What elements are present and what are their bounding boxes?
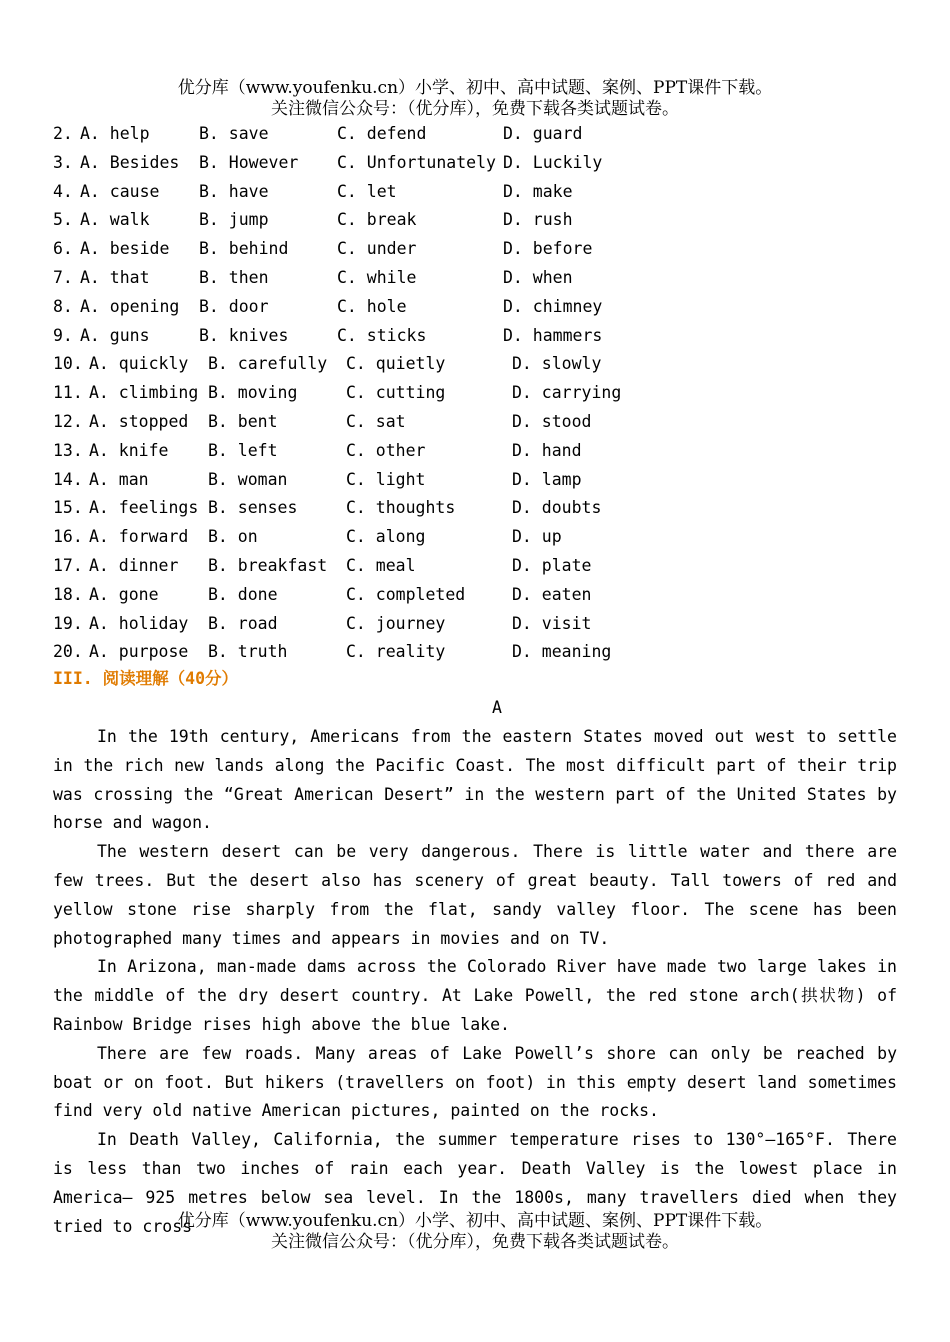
option-a: A. dinner: [89, 555, 179, 575]
option-d: D. carrying: [512, 383, 622, 403]
option-c: C. sticks: [337, 325, 427, 345]
option-d: D. doubts: [512, 498, 602, 518]
question-row: [53, 264, 913, 293]
option-b: B. on: [208, 527, 258, 547]
option-a: A. knife: [89, 440, 169, 460]
option-d: D. stood: [512, 411, 592, 431]
option-b: B. moving: [208, 383, 298, 403]
question-number: 11.: [53, 383, 83, 403]
question-row: [53, 350, 913, 379]
option-a: A. that: [80, 267, 150, 287]
question-number: 20.: [53, 642, 83, 662]
option-b: B. left: [208, 440, 278, 460]
option-b: B. road: [208, 613, 278, 633]
option-b: B. truth: [208, 642, 288, 662]
option-d: D. Luckily: [503, 152, 603, 172]
passage: [53, 723, 897, 1241]
option-a: A. Besides: [80, 152, 180, 172]
option-a: A. cause: [80, 181, 160, 201]
option-b: B. jump: [199, 210, 269, 230]
option-b: B. carefully: [208, 354, 328, 374]
option-c: C. meal: [346, 555, 416, 575]
option-c: C. cutting: [346, 383, 446, 403]
option-b: B. behind: [199, 239, 289, 259]
question-row: [53, 120, 913, 149]
question-row: [53, 494, 913, 523]
option-c: C. along: [346, 527, 426, 547]
option-a: A. purpose: [89, 642, 189, 662]
question-number: 3.: [53, 152, 73, 172]
option-b: B. done: [208, 584, 278, 604]
option-d: D. visit: [512, 613, 592, 633]
question-number: 2.: [53, 124, 73, 143]
question-row: [53, 408, 913, 437]
question-row: [53, 581, 913, 610]
footer-line-1: 优分库（www.youfenku.cn）小学、初中、高中试题、案例、PPT课件下载。: [177, 1211, 773, 1231]
section-heading: III. 阅读理解（40分）: [53, 669, 239, 688]
question-row: [53, 466, 913, 495]
option-a: A. man: [89, 469, 149, 489]
option-a: A. opening: [80, 296, 180, 316]
option-c: C. sat: [346, 411, 406, 431]
option-d: D. hammers: [503, 325, 603, 345]
option-b: B. have: [199, 181, 269, 201]
option-d: D. plate: [512, 555, 592, 575]
option-a: A. quickly: [89, 354, 189, 374]
question-number: 16.: [53, 527, 83, 547]
question-number: 8.: [53, 296, 73, 316]
option-b: B. then: [199, 267, 269, 287]
option-c: C. defend: [337, 124, 427, 143]
paragraph: In the 19th century, Americans from the eastern States moved out west to settle in the rich new lands along the Pacific Coast. The most difficult part of their trip was crossing the “Great American Desert” in the western part of the United States by horse and wagon.: [53, 727, 897, 833]
option-c: C. hole: [337, 296, 407, 316]
option-c: C. let: [337, 181, 397, 201]
option-c: C. reality: [346, 642, 446, 662]
option-d: D. rush: [503, 210, 573, 230]
option-c: C. break: [337, 210, 417, 230]
options-list: [53, 120, 913, 667]
question-row: [53, 638, 913, 667]
option-c: C. completed: [346, 584, 466, 604]
option-d: D. make: [503, 181, 573, 201]
question-row: [53, 437, 913, 466]
option-b: B. save: [199, 124, 269, 143]
option-b: B. However: [199, 152, 299, 172]
option-d: D. lamp: [512, 469, 582, 489]
question-row: [53, 235, 913, 264]
option-a: A. stopped: [89, 411, 189, 431]
option-d: D. guard: [503, 124, 583, 143]
question-number: 6.: [53, 239, 73, 259]
option-b: B. woman: [208, 469, 288, 489]
question-row: [53, 322, 913, 351]
option-b: B. door: [199, 296, 269, 316]
option-d: D. hand: [512, 440, 582, 460]
question-row: [53, 149, 913, 178]
question-row: [53, 293, 913, 322]
option-c: C. Unfortunately: [337, 152, 496, 172]
footer-line-2: 关注微信公众号：（优分库），免费下载各类试题试卷。: [271, 1232, 679, 1252]
option-b: B. breakfast: [208, 555, 328, 575]
question-number: 12.: [53, 411, 83, 431]
question-row: [53, 206, 913, 235]
option-a: A. climbing: [89, 383, 199, 403]
option-c: C. quietly: [346, 354, 446, 374]
question-number: 10.: [53, 354, 83, 374]
option-a: A. forward: [89, 527, 189, 547]
paragraph: In Death Valley, California, the summer temperature rises to 130°—165°F. There is less than two inches of rain each year. Death Valley is the lowest place in America— 925 metres below sea level. In the 1800s, many travellers died when they tried to cross: [53, 1130, 897, 1236]
paragraph: The western desert can be very dangerous. There is little water and there are few trees. But the desert also has scenery of great beauty. Tall towers of red and yellow stone rise sharply from the flat, sandy valley floor. The scene has been photographed many times and appears in movies and on TV.: [53, 842, 897, 948]
question-number: 13.: [53, 440, 83, 460]
option-c: C. thoughts: [346, 498, 456, 518]
header-line-2: 关注微信公众号：（优分库），免费下载各类试题试卷。: [271, 99, 679, 119]
option-d: D. slowly: [512, 354, 602, 374]
question-number: 7.: [53, 267, 73, 287]
question-row: [53, 178, 913, 207]
option-b: B. senses: [208, 498, 298, 518]
question-row: [53, 610, 913, 639]
question-number: 9.: [53, 325, 73, 345]
option-d: D. before: [503, 239, 593, 259]
option-b: B. knives: [199, 325, 289, 345]
question-row: [53, 379, 913, 408]
option-d: D. chimney: [503, 296, 603, 316]
option-c: C. light: [346, 469, 426, 489]
question-number: 15.: [53, 498, 83, 518]
question-number: 5.: [53, 210, 73, 230]
option-a: A. guns: [80, 325, 150, 345]
option-d: D. when: [503, 267, 573, 287]
option-d: D. meaning: [512, 642, 612, 662]
question-row: [53, 523, 913, 552]
passage-label: A: [492, 698, 502, 717]
question-row: [53, 552, 913, 581]
header-line-1: 优分库（www.youfenku.cn）小学、初中、高中试题、案例、PPT课件下载。: [177, 78, 773, 98]
question-number: 18.: [53, 584, 83, 604]
option-c: C. while: [337, 267, 417, 287]
option-c: C. other: [346, 440, 426, 460]
paragraph: In Arizona, man-made dams across the Colorado River have made two large lakes in the middle of the dry desert country. At Lake Powell, the red stone arch(拱状物) of Rainbow Bridge rises high above the blue lake.: [53, 957, 897, 1034]
question-number: 17.: [53, 555, 83, 575]
option-d: D. eaten: [512, 584, 592, 604]
option-a: A. feelings: [89, 498, 199, 518]
option-a: A. beside: [80, 239, 170, 259]
question-number: 4.: [53, 181, 73, 201]
option-d: D. up: [512, 527, 562, 547]
option-a: A. help: [80, 124, 150, 143]
option-c: C. journey: [346, 613, 446, 633]
option-c: C. under: [337, 239, 417, 259]
question-number: 19.: [53, 613, 83, 633]
option-b: B. bent: [208, 411, 278, 431]
option-a: A. gone: [89, 584, 159, 604]
paragraph: There are few roads. Many areas of Lake Powell’s shore can only be reached by boat or on foot. But hikers (travellers on foot) in this empty desert land sometimes find very old native American pictures, painted on the rocks.: [53, 1043, 897, 1121]
question-number: 14.: [53, 469, 83, 489]
option-a: A. walk: [80, 210, 150, 230]
option-a: A. holiday: [89, 613, 189, 633]
